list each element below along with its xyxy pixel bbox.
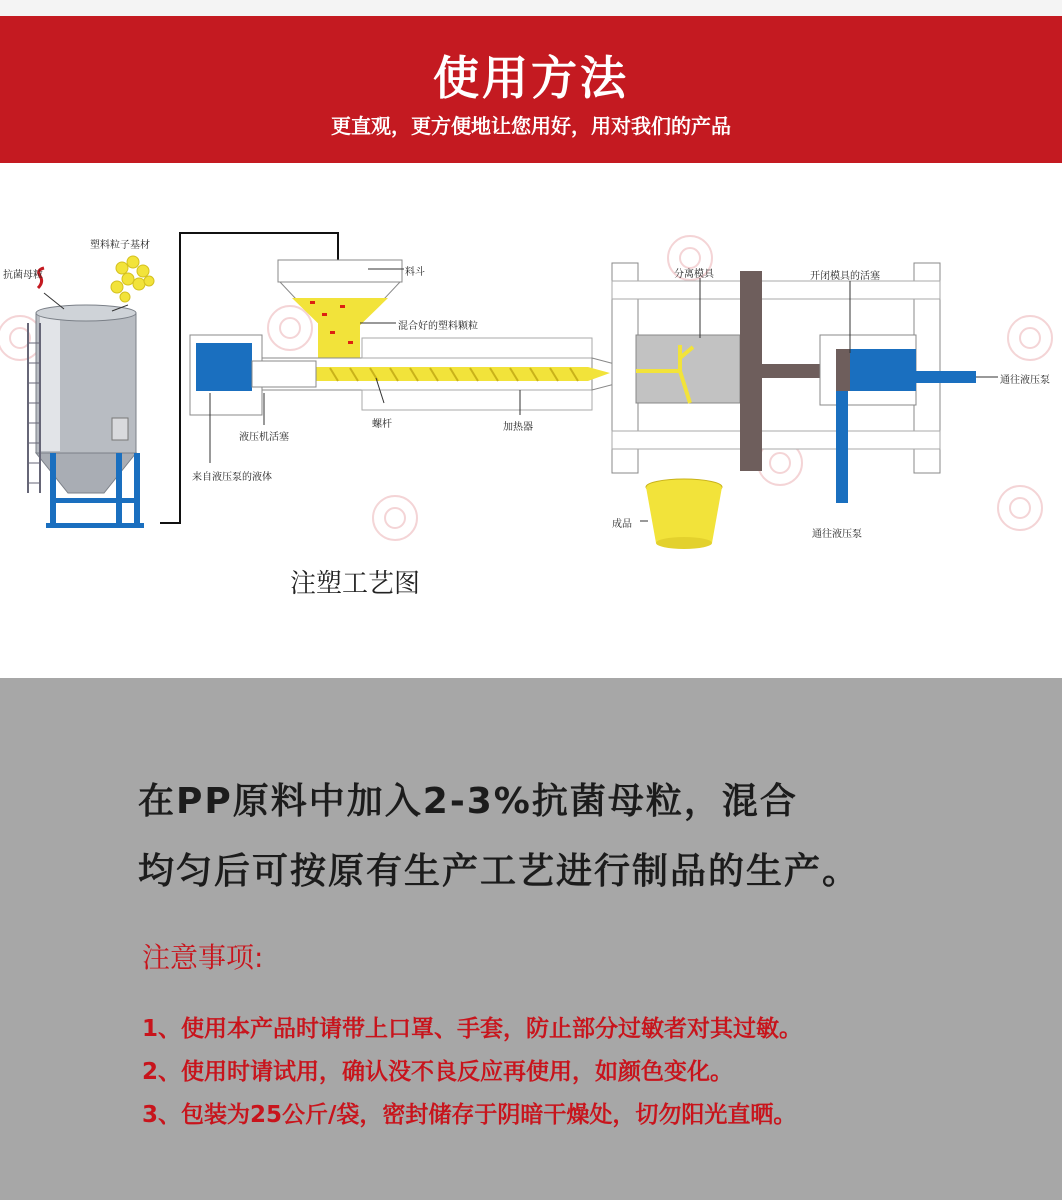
- label-fluid-from-pump: 来自液压泵的液体: [192, 472, 272, 483]
- header-banner: [0, 16, 1062, 163]
- page-subtitle: 更直观，更方便地让您用好，用对我们的产品: [331, 114, 731, 138]
- instructions-panel: [0, 678, 1062, 1200]
- label-split-mold: 分离模具: [674, 269, 714, 280]
- finished-bucket: [640, 479, 722, 549]
- label-screw: 螺杆: [372, 419, 392, 430]
- label-mixed-pellets: 混合好的塑料颗粒: [398, 321, 478, 332]
- label-base-material: 塑料粒子基材: [90, 240, 150, 251]
- label-finished-product: 成品: [612, 519, 632, 530]
- clamp-unit: [612, 263, 998, 503]
- label-antibacterial-masterbatch: 抗菌母粒: [3, 270, 43, 281]
- label-to-pump-right: 通往液压泵: [1000, 375, 1050, 386]
- instruction-line-1: 在PP原料中加入2-3%抗菌母粒，混合: [138, 781, 798, 822]
- label-to-pump-bottom: 通往液压泵: [812, 529, 862, 540]
- note-item: 1、使用本产品时请带上口罩、手套，防止部分过敏者对其过敏。: [142, 1016, 803, 1042]
- notes-title: 注意事项:: [142, 941, 264, 974]
- diagram-caption: 注塑工艺图: [290, 569, 421, 599]
- base-pellets: [111, 256, 154, 302]
- note-item: 2、使用时请试用，确认没不良反应再使用，如颜色变化。: [142, 1059, 734, 1085]
- top-strip: [0, 0, 1062, 16]
- page-title: 使用方法: [433, 51, 629, 105]
- label-hydraulic-piston: 液压机活塞: [239, 432, 289, 443]
- note-item: 3、包装为25公斤/袋，密封储存于阴暗干燥处，切勿阳光直晒。: [142, 1102, 797, 1128]
- mixer-machine: [28, 305, 144, 528]
- instruction-line-2: 均匀后可按原有生产工艺进行制品的生产。: [138, 851, 861, 892]
- label-mold-piston: 开闭模具的活塞: [810, 271, 880, 282]
- injection-molding-diagram: [0, 163, 1062, 678]
- label-hopper: 料斗: [405, 267, 425, 278]
- label-heater: 加热器: [503, 422, 533, 433]
